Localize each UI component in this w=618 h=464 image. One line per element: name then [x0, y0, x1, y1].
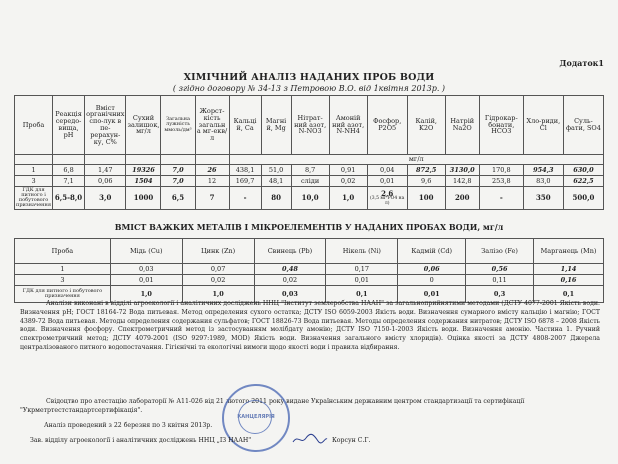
cell-copper: 0,01 — [110, 275, 182, 286]
appendix-label: Додаток1 — [559, 58, 604, 68]
cell-manganese: 1,14 — [534, 264, 604, 275]
limit-row — [15, 187, 604, 210]
cell-iron: 0,56 — [466, 264, 534, 275]
table-row — [15, 165, 604, 176]
limit-sodium: 200 — [445, 187, 479, 210]
cell-zinc: 0,02 — [182, 275, 254, 286]
table-row — [15, 264, 604, 275]
header-nickel: Нікель (Ni) — [326, 239, 398, 264]
official-stamp: КАНЦЕЛЯРІЯ — [222, 384, 290, 452]
cell-ph: 7,1 — [53, 176, 85, 187]
header-sample: Проба — [15, 239, 111, 264]
header-iron: Залізо (Fe) — [466, 239, 534, 264]
cell-ammonium: 0,91 — [329, 165, 367, 176]
header-organic: Вміст органічних спо-лук в пе-рерахун-ку, С% — [85, 96, 126, 155]
limit-nitrate: 10,0 — [291, 187, 329, 210]
limit-phosphorus-cell — [367, 187, 407, 210]
cell-nitrate: 8,7 — [291, 165, 329, 176]
cell-chloride: 954,3 — [523, 165, 563, 176]
header-lead: Свинець (Pb) — [254, 239, 326, 264]
section-title-metals: ВМІСТ ВАЖКИХ МЕТАЛІВ І МІКРОЕЛЕМЕНТІВ У НАДАНИХ ПРОБАХ ВОДИ, мг/л — [114, 222, 504, 232]
cell-cadmium: 0 — [398, 275, 466, 286]
header-dry-residue: Сухий залишок, мг/л — [126, 96, 161, 155]
header-phosphorus: Фосфор, P2O5 — [367, 96, 407, 155]
header-alkalinity: Загальна лужність ммоль/дм³ — [161, 96, 195, 155]
cell-phosphorus: 0,01 — [367, 176, 407, 187]
limit-chloride: 350 — [523, 187, 563, 210]
signatory-role: Зав. відділу агроекології і аналітичних досліджень ННЦ „ІЗ НААН" — [30, 437, 252, 444]
header-ph: Реакція середо-вища, рН — [53, 96, 85, 155]
cell-ph: 6,8 — [53, 165, 85, 176]
limit-organic: 3,0 — [85, 187, 126, 210]
cell-nitrate: сліди — [291, 176, 329, 187]
cell-chloride: 83,0 — [523, 176, 563, 187]
cell-potassium: 872,5 — [407, 165, 445, 176]
header-sample: Проба — [15, 96, 53, 155]
cell-hardness: 26 — [195, 165, 229, 176]
header-sulfate: Суль-фати, SO4 — [563, 96, 603, 155]
header-zinc: Цинк (Zn) — [182, 239, 254, 264]
cell-dry-residue: 19326 — [126, 165, 161, 176]
header-manganese: Марганець (Mn) — [534, 239, 604, 264]
header-magnesium: Магні й, Mg — [261, 96, 291, 155]
limit-iron: 0,3 — [466, 286, 534, 303]
unit-label: мг/л — [229, 155, 603, 165]
limit-magnesium: 80 — [261, 187, 291, 210]
table-row — [15, 176, 604, 187]
limit-cadmium: 0,01 — [398, 286, 466, 303]
header-sodium: Натрій Na2O — [445, 96, 479, 155]
page-subtitle: ( згідно договору № 34-13 з Петровою В.О. від 1квітня 2013р. ) — [172, 84, 446, 93]
methods-notes: Аналізи виконані в відділі агроекології і аналітичних досліджень ННЦ "Інститут землеробства НААН" за загальноприйнятими методами (ДСТУ 4077-2001 Якість води. Визначення рН; ГОСТ 18164-72 Вода питьевая. Метод определения сухого остатка; ДСТУ ISO 6059-2003 Якість води. Визначення сумарного вмісту кальцію і магнію; ГОСТ 4389-72 Вода питьевая. Методы определения содержания сульфатов; ГОСТ 18826-73 Вода питьевая. Методы определения содержания нитратов; ДСТУ ISO 6878 – 2008 Якість води. Визначення фосфору. Спектрометричний метод із застосуванням молібдату амонію; ДСТУ ISO 7150-1-2003 Якість води. Визначення амонію. Частина 1. Ручний спектрометричний метод; ДСТУ 4079-2001 (ISO 9297:1989, MOD) Якість води. Визначення загального вмісту хлоридів). Оцінка якості за ДСТУ 4808-2007 Джерела централізованого питного водопостачання. Гігієнічні та екологічні вимоги щодо якості води і правила відбирання. — [20, 300, 600, 351]
header-hardness: Жорст-кість загальн а мг-екв/л — [195, 96, 229, 155]
header-cadmium: Кадмій (Cd) — [398, 239, 466, 264]
limit-label: ГДК для питного і побутового призначення — [15, 286, 111, 303]
limit-lead: 0,03 — [254, 286, 326, 303]
header-chloride: Хло-риди, Cl — [523, 96, 563, 155]
cell-calcium: 438,1 — [229, 165, 261, 176]
header-copper: Мідь (Cu) — [110, 239, 182, 264]
cell-manganese: 0,16 — [534, 275, 604, 286]
cell-cadmium: 0,06 — [398, 264, 466, 275]
table-row — [15, 275, 604, 286]
limit-ph: 6,5-8,0 — [53, 187, 85, 210]
cell-sulfate: 622,5 — [563, 176, 603, 187]
table-header-row — [15, 239, 604, 264]
cell-ammonium: 0,02 — [329, 176, 367, 187]
limit-dry-residue: 1000 — [126, 187, 161, 210]
limit-bicarbonate: - — [479, 187, 523, 210]
analysis-date: Аналіз проведений з 22 березня по 3 квітня 2013р. — [44, 422, 213, 429]
header-ammonium: Амоній ний азот, N-NH4 — [329, 96, 367, 155]
cell-potassium: 9,6 — [407, 176, 445, 187]
limit-copper: 1,0 — [110, 286, 182, 303]
limit-potassium: 100 — [407, 187, 445, 210]
limit-ammonium: 1,0 — [329, 187, 367, 210]
limit-hardness: 7 — [195, 187, 229, 210]
cell-sample: 3 — [15, 176, 53, 187]
cell-sulfate: 630,0 — [563, 165, 603, 176]
limit-calcium: - — [229, 187, 261, 210]
limit-zinc: 1,0 — [182, 286, 254, 303]
cell-bicarbonate: 253,8 — [479, 176, 523, 187]
limit-alkalinity: 6,5 — [161, 187, 195, 210]
cell-sample: 1 — [15, 264, 111, 275]
metals-table — [14, 238, 604, 303]
header-potassium: Калій, K2O — [407, 96, 445, 155]
cell-magnesium: 48,1 — [261, 176, 291, 187]
header-nitrate: Нітрат-ний азот, N-NO3 — [291, 96, 329, 155]
cell-sample: 1 — [15, 165, 53, 176]
cell-organic: 0,06 — [85, 176, 126, 187]
table-header-row — [15, 96, 604, 155]
cell-lead: 0,48 — [254, 264, 326, 275]
cell-nickel: 0,17 — [326, 264, 398, 275]
cell-sodium: 142,8 — [445, 176, 479, 187]
cell-zinc: 0,07 — [182, 264, 254, 275]
cell-nickel: 0,01 — [326, 275, 398, 286]
cell-organic: 1,47 — [85, 165, 126, 176]
cell-lead: 0,02 — [254, 275, 326, 286]
certificate-text: Свідоцтво про атестацію лабораторії № А11-026 від 21 лютого 2011 року видане Українським державним центром стандартизації та сертифікації "Укрметртестстандартсертифікація". — [20, 398, 525, 414]
cell-copper: 0,03 — [110, 264, 182, 275]
chemical-analysis-table — [14, 95, 604, 210]
header-bicarbonate: Гідрокар-бонати, HCO3 — [479, 96, 523, 155]
cell-alkalinity: 7,0 — [161, 176, 195, 187]
signature-scribble — [292, 432, 328, 446]
cell-bicarbonate: 170,8 — [479, 165, 523, 176]
limit-nickel: 0,1 — [326, 286, 398, 303]
cell-calcium: 169,7 — [229, 176, 261, 187]
cell-alkalinity: 7,0 — [161, 165, 195, 176]
cell-hardness: 12 — [195, 176, 229, 187]
limit-phosphorus: 2,6 — [381, 188, 394, 198]
signatory-name: Корсун С.Г. — [332, 437, 371, 444]
header-calcium: Кальці й, Са — [229, 96, 261, 155]
limit-label: ГДК для питного і побутового призначення — [16, 186, 52, 209]
cell-magnesium: 51,0 — [261, 165, 291, 176]
cell-sodium: 3130,0 — [445, 165, 479, 176]
limit-manganese: 0,1 — [534, 286, 604, 303]
cell-dry-residue: 1504 — [126, 176, 161, 187]
unit-row — [15, 155, 604, 165]
limit-sulfate: 500,0 — [563, 187, 603, 210]
cell-iron: 0,11 — [466, 275, 534, 286]
cell-phosphorus: 0,04 — [367, 165, 407, 176]
limit-phosphorus-note: (3,5 мг PO4 на л) — [370, 195, 405, 206]
cell-sample: 3 — [15, 275, 111, 286]
page-title: ХІМІЧНИЙ АНАЛІЗ НАДАНИХ ПРОБ ВОДИ — [183, 72, 435, 83]
